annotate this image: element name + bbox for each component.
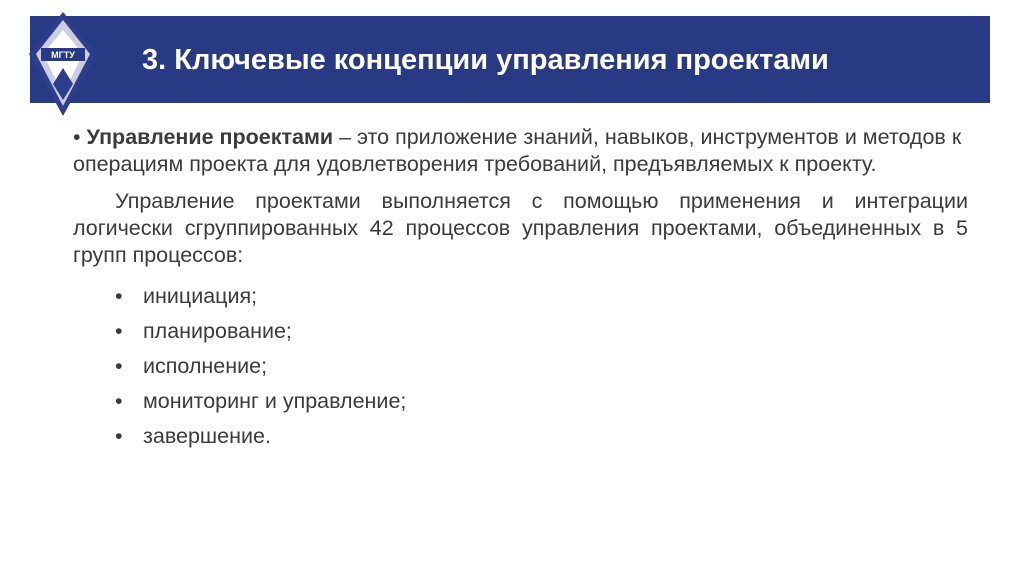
slide-body — [73, 124, 968, 458]
list-item — [115, 388, 968, 423]
process-paragraph: Управление проектами выполняется с помощью применения и интеграции логически сгруппированных 42 процессов управления проектами, объединенных в 5 групп процессов: — [73, 189, 968, 267]
definition-text: – это приложение знаний, навыков, инструментов и методов к операциям проекта для удовлетворения требований, предъявляемых к проекту. — [73, 125, 962, 176]
list-item-label: исполнение; — [143, 354, 268, 378]
list-item-label: планирование; — [143, 319, 292, 343]
university-logo-icon — [27, 8, 99, 120]
process-group-list — [73, 283, 968, 458]
list-bullet: • — [115, 389, 123, 413]
list-item — [115, 283, 968, 318]
intro-bullet: • — [73, 125, 81, 149]
page-title: 3. Ключевые концепции управления проектами — [142, 44, 829, 76]
logo-text: МГТУ — [51, 50, 75, 60]
definition-term: Управление проектами — [86, 125, 334, 149]
list-bullet: • — [115, 319, 123, 343]
list-item-label: мониторинг и управление; — [143, 389, 407, 413]
list-item — [115, 318, 968, 353]
list-item-label: завершение. — [143, 424, 271, 448]
definition-paragraph — [73, 124, 968, 178]
list-bullet: • — [115, 354, 123, 378]
list-bullet: • — [115, 424, 123, 448]
list-item-label: инициация; — [143, 284, 258, 308]
list-item — [115, 353, 968, 388]
list-bullet: • — [115, 284, 123, 308]
list-item — [115, 423, 968, 458]
